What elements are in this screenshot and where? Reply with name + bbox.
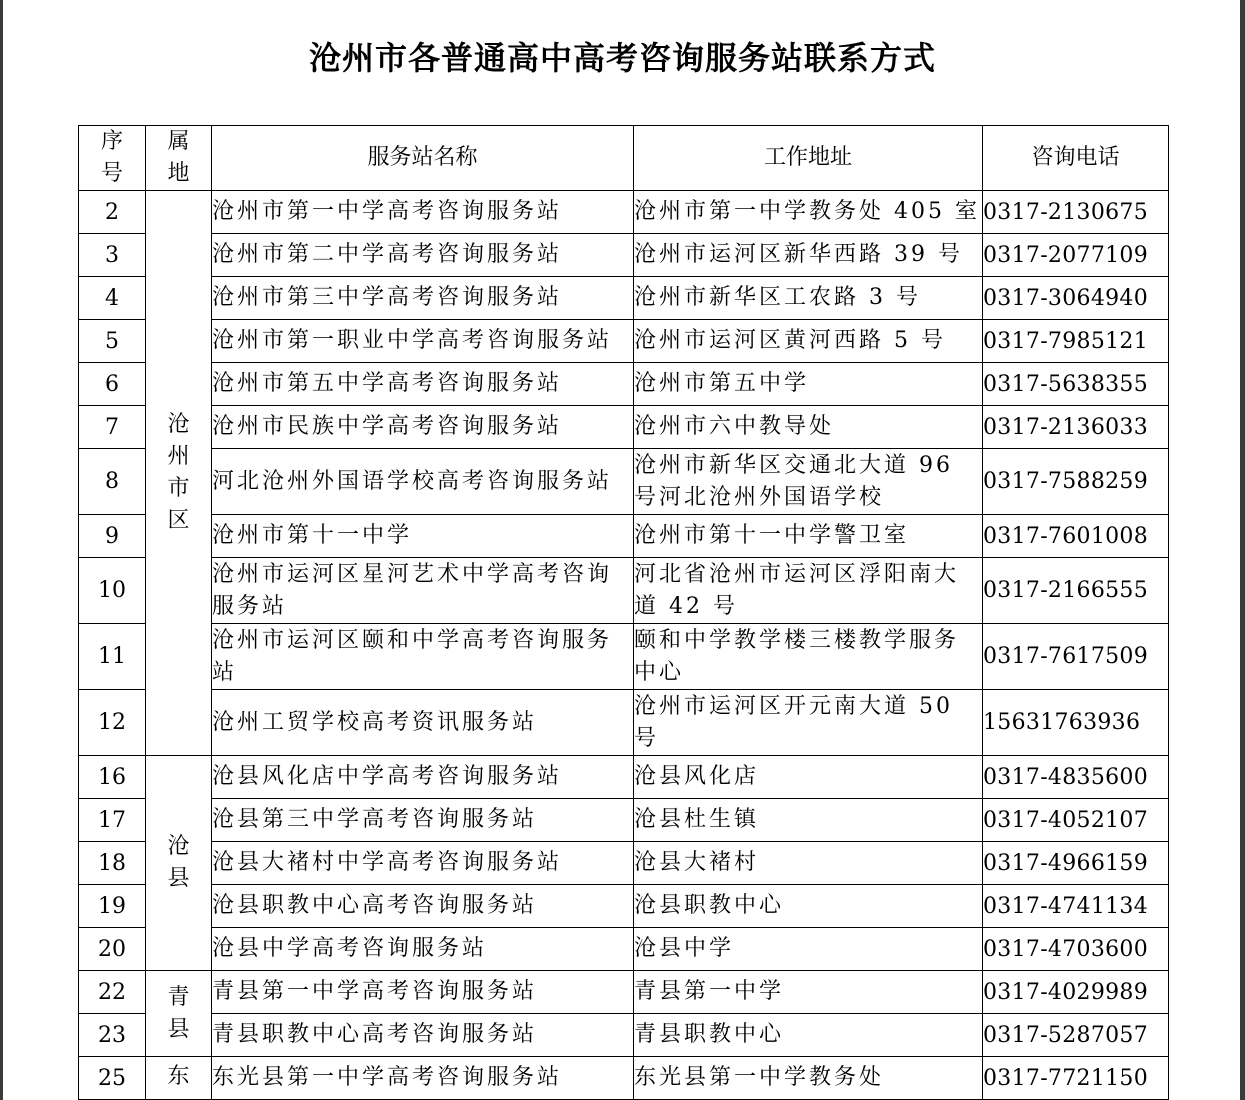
station-name: 青县职教中心高考咨询服务站: [212, 1014, 634, 1057]
station-phone: 0317-7617509: [983, 624, 1169, 690]
table-row: [79, 363, 1169, 406]
station-name: 沧州市运河区颐和中学高考咨询服务站: [212, 624, 634, 690]
region-cell: [146, 191, 212, 756]
station-address: 青县第一中学: [634, 971, 983, 1014]
station-phone: 0317-4703600: [983, 928, 1169, 971]
station-phone: 0317-2166555: [983, 558, 1169, 624]
row-index: 17: [79, 799, 146, 842]
station-address: 东光县第一中学教务处: [634, 1057, 983, 1100]
table-row: [79, 406, 1169, 449]
header-address: 工作地址: [634, 126, 983, 191]
region-char: 县: [167, 866, 190, 891]
region-cell: [146, 1057, 212, 1100]
station-phone: 0317-2130675: [983, 191, 1169, 234]
row-index: 12: [79, 690, 146, 756]
row-index: 4: [79, 277, 146, 320]
table-row: [79, 277, 1169, 320]
table-row: [79, 756, 1169, 799]
station-address: 青县职教中心: [634, 1014, 983, 1057]
station-address: 河北省沧州市运河区浮阳南大道 42 号: [634, 558, 983, 624]
header-index-char: 号: [100, 161, 123, 186]
table-row: [79, 971, 1169, 1014]
station-phone: 0317-4835600: [983, 756, 1169, 799]
station-name: 青县第一中学高考咨询服务站: [212, 971, 634, 1014]
station-name: 沧州市第一职业中学高考咨询服务站: [212, 320, 634, 363]
row-index: 5: [79, 320, 146, 363]
region-char: 区: [167, 508, 190, 533]
station-name: 沧县风化店中学高考咨询服务站: [212, 756, 634, 799]
header-index: [79, 126, 146, 191]
station-phone: 0317-7588259: [983, 449, 1169, 515]
station-address: 沧州市第一中学教务处 405 室: [634, 191, 983, 234]
header-name: 服务站名称: [212, 126, 634, 191]
row-index: 3: [79, 234, 146, 277]
station-name: 沧州市第十一中学: [212, 515, 634, 558]
table-row: [79, 799, 1169, 842]
station-address: 沧州市运河区开元南大道 50 号: [634, 690, 983, 756]
station-phone: 0317-4966159: [983, 842, 1169, 885]
header-region-char: 属: [167, 129, 190, 154]
table-row: [79, 234, 1169, 277]
station-address: 沧县职教中心: [634, 885, 983, 928]
station-address: 颐和中学教学楼三楼教学服务中心: [634, 624, 983, 690]
station-name: 沧州市第五中学高考咨询服务站: [212, 363, 634, 406]
page-edge-right: [1240, 0, 1245, 1100]
station-name: 河北沧州外国语学校高考咨询服务站: [212, 449, 634, 515]
station-name: 沧州市第一中学高考咨询服务站: [212, 191, 634, 234]
table-row: [79, 558, 1169, 624]
table-row: [79, 320, 1169, 363]
station-phone: 15631763936: [983, 690, 1169, 756]
station-name: 沧州市民族中学高考咨询服务站: [212, 406, 634, 449]
station-address: 沧县杜生镇: [634, 799, 983, 842]
row-index: 7: [79, 406, 146, 449]
station-phone: 0317-5287057: [983, 1014, 1169, 1057]
row-index: 25: [79, 1057, 146, 1100]
row-index: 2: [79, 191, 146, 234]
row-index: 6: [79, 363, 146, 406]
station-name: 沧县第三中学高考咨询服务站: [212, 799, 634, 842]
row-index: 8: [79, 449, 146, 515]
table-row: [79, 842, 1169, 885]
header-region-char: 地: [167, 161, 190, 186]
document-title: 沧州市各普通高中高考咨询服务站联系方式: [308, 39, 936, 77]
header-row: [79, 126, 1169, 191]
station-address: 沧县中学: [634, 928, 983, 971]
table-row: [79, 1014, 1169, 1057]
region-char: 东: [167, 1064, 190, 1089]
station-phone: 0317-2077109: [983, 234, 1169, 277]
station-address: 沧县风化店: [634, 756, 983, 799]
station-address: 沧州市第五中学: [634, 363, 983, 406]
station-address: 沧州市六中教导处: [634, 406, 983, 449]
table-row: [79, 1057, 1169, 1100]
station-name: 沧县大褚村中学高考咨询服务站: [212, 842, 634, 885]
contact-table: [78, 125, 1169, 1100]
row-index: 16: [79, 756, 146, 799]
region-cell: [146, 756, 212, 971]
station-address: 沧州市运河区新华西路 39 号: [634, 234, 983, 277]
region-char: 市: [167, 476, 190, 501]
station-name: 沧州工贸学校高考资讯服务站: [212, 690, 634, 756]
station-name: 东光县第一中学高考咨询服务站: [212, 1057, 634, 1100]
header-phone: 咨询电话: [983, 126, 1169, 191]
row-index: 20: [79, 928, 146, 971]
table-row: [79, 928, 1169, 971]
station-address: 沧州市新华区交通北大道 96 号河北沧州外国语学校: [634, 449, 983, 515]
table-body: [79, 191, 1169, 1100]
row-index: 18: [79, 842, 146, 885]
region-char: 县: [167, 1016, 190, 1042]
table-row: [79, 191, 1169, 234]
row-index: 19: [79, 885, 146, 928]
station-address: 沧县大褚村: [634, 842, 983, 885]
station-phone: 0317-4741134: [983, 885, 1169, 928]
station-name: 沧州市运河区星河艺术中学高考咨询服务站: [212, 558, 634, 624]
row-index: 9: [79, 515, 146, 558]
region-char: 州: [167, 444, 190, 469]
table-row: [79, 885, 1169, 928]
station-phone: 0317-7985121: [983, 320, 1169, 363]
station-phone: 0317-2136033: [983, 406, 1169, 449]
table-row: [79, 690, 1169, 756]
station-name: 沧县职教中心高考咨询服务站: [212, 885, 634, 928]
header-region: [146, 126, 212, 191]
station-phone: 0317-5638355: [983, 363, 1169, 406]
table-row: [79, 624, 1169, 690]
station-phone: 0317-7601008: [983, 515, 1169, 558]
station-name: 沧州市第二中学高考咨询服务站: [212, 234, 634, 277]
station-phone: 0317-4052107: [983, 799, 1169, 842]
row-index: 22: [79, 971, 146, 1014]
region-char: 沧: [167, 412, 190, 437]
station-address: 沧州市新华区工农路 3 号: [634, 277, 983, 320]
table-row: [79, 515, 1169, 558]
station-phone: 0317-7721150: [983, 1057, 1169, 1100]
station-name: 沧县中学高考咨询服务站: [212, 928, 634, 971]
region-char: 沧: [167, 834, 190, 859]
station-address: 沧州市第十一中学警卫室: [634, 515, 983, 558]
row-index: 10: [79, 558, 146, 624]
row-index: 11: [79, 624, 146, 690]
station-name: 沧州市第三中学高考咨询服务站: [212, 277, 634, 320]
header-index-char: 序: [100, 129, 123, 154]
region-char: 青: [167, 984, 190, 1010]
region-cell: [146, 971, 212, 1057]
page-edge-left: [0, 0, 3, 1100]
station-phone: 0317-4029989: [983, 971, 1169, 1014]
station-address: 沧州市运河区黄河西路 5 号: [634, 320, 983, 363]
station-phone: 0317-3064940: [983, 277, 1169, 320]
table-row: [79, 449, 1169, 515]
row-index: 23: [79, 1014, 146, 1057]
